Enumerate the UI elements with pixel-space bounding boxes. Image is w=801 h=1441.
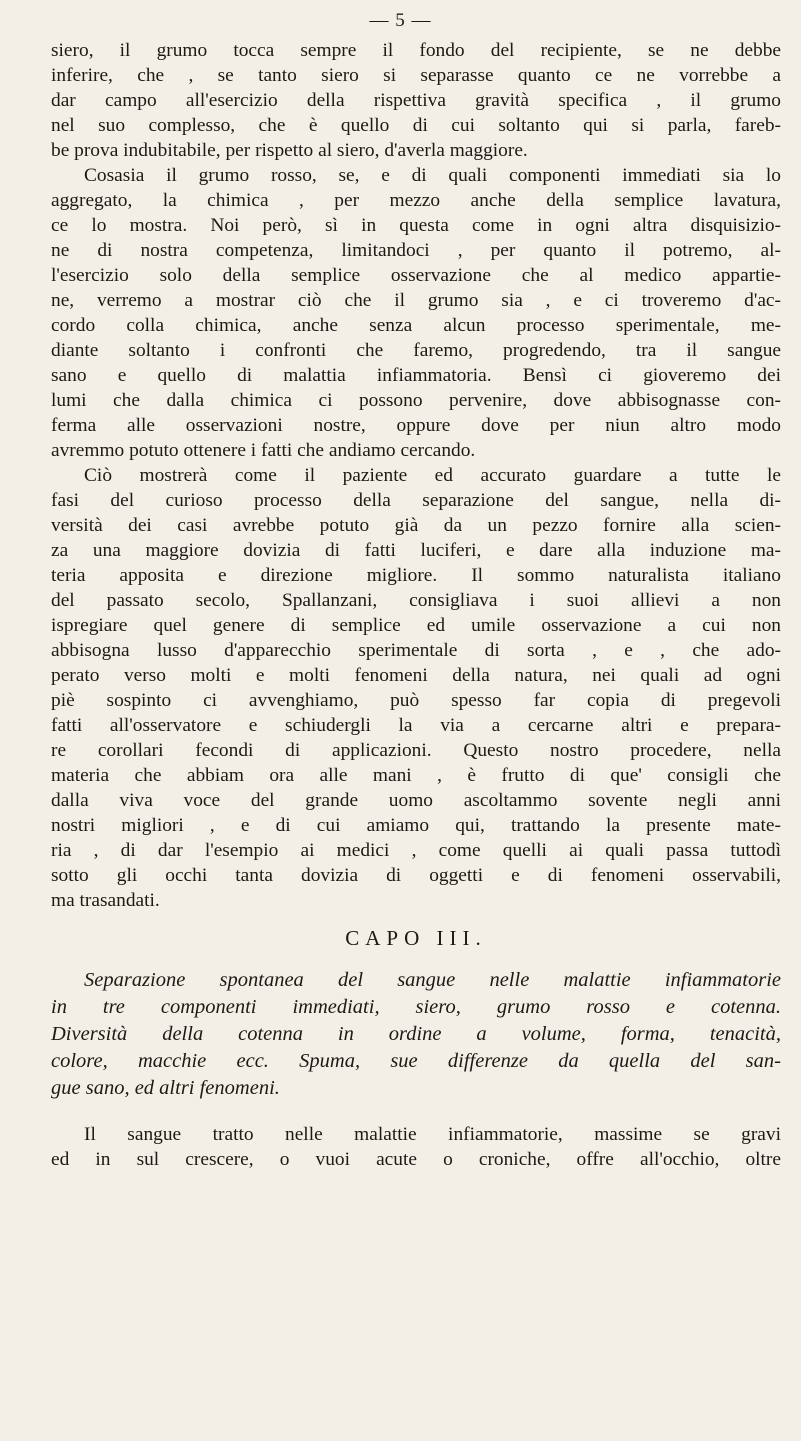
summary-line: in tre componenti immediati, siero, grumo rosso e cotenna. xyxy=(51,996,781,1018)
text-line: ferma alle osservazioni nostre, oppure dove per niun altro modo xyxy=(51,415,781,436)
text-line: dalla viva voce del grande uomo ascoltammo sovente negli anni xyxy=(51,790,781,811)
text-line: del passato secolo, Spallanzani, consigliava i suoi allievi a non xyxy=(51,590,781,611)
text-line: nel suo complesso, che è quello di cui soltanto qui si parla, fareb- xyxy=(51,115,781,136)
text-block xyxy=(51,38,781,1172)
text-line: avremmo potuto ottenere i fatti che andiamo cercando. xyxy=(51,440,476,461)
summary-line: colore, macchie ecc. Spuma, sue differenze da quella del san- xyxy=(51,1050,781,1072)
paragraph-1 xyxy=(51,38,781,163)
text-line: teria apposita e direzione migliore. Il sommo naturalista italiano xyxy=(51,565,781,586)
summary-line: Separazione spontanea del sangue nelle malattie infiammatorie xyxy=(84,969,781,991)
text-line: za una maggiore dovizia di fatti luciferi, e dare alla induzione ma- xyxy=(51,540,781,561)
paragraph-4 xyxy=(51,1122,781,1172)
text-line: sotto gli occhi tanta dovizia di oggetti e di fenomeni osservabili, xyxy=(51,865,781,886)
text-line: fatti all'osservatore e schiudergli la via a cercarne altri e prepara- xyxy=(51,715,781,736)
text-line: dar campo all'esercizio della rispettiva gravità specifica , il grumo xyxy=(51,90,781,111)
text-line: Ciò mostrerà come il paziente ed accurato guardare a tutte le xyxy=(84,465,781,486)
chapter-heading: CAPO III. xyxy=(345,926,487,950)
text-line: materia che abbiam ora alle mani , è frutto di que' consigli che xyxy=(51,765,781,786)
text-line: aggregato, la chimica , per mezzo anche della semplice lavatura, xyxy=(51,190,781,211)
text-line: piè sospinto ci avvenghiamo, può spesso far copia di pregevoli xyxy=(51,690,781,711)
text-line: be prova indubitabile, per rispetto al siero, d'averla maggiore. xyxy=(51,140,528,161)
text-line: perato verso molti e molti fenomeni della natura, nei quali ad ogni xyxy=(51,665,781,686)
text-line: abbisogna lusso d'apparecchio sperimentale di sorta , e , che ado- xyxy=(51,640,781,661)
text-line: diante soltanto i confronti che faremo, progredendo, tra il sangue xyxy=(51,340,781,361)
text-line: ne di nostra competenza, limitandoci , per quanto il potremo, al- xyxy=(51,240,781,261)
text-line: ne, verremo a mostrar ciò che il grumo sia , e ci troveremo d'ac- xyxy=(51,290,781,311)
text-line: ispregiare quel genere di semplice ed umile osservazione a cui non xyxy=(51,615,781,636)
text-line: versità dei casi avrebbe potuto già da un pezzo fornire alla scien- xyxy=(51,515,781,536)
text-line: nostri migliori , e di cui amiamo qui, trattando la presente mate- xyxy=(51,815,781,836)
text-line: fasi del curioso processo della separazione del sangue, nella di- xyxy=(51,490,781,511)
text-line: ria , di dar l'esempio ai medici , come quelli ai quali passa tuttodì xyxy=(51,840,781,861)
chapter-summary xyxy=(51,967,781,1102)
text-line: inferire, che , se tanto siero si separasse quanto ce ne vorrebbe a xyxy=(51,65,781,86)
summary-line: gue sano, ed altri fenomeni. xyxy=(51,1077,280,1099)
paragraph-3 xyxy=(51,463,781,913)
text-line: Cosasia il grumo rosso, se, e di quali componenti immediati sia lo xyxy=(84,165,781,186)
text-line: siero, il grumo tocca sempre il fondo del recipiente, se ne debbe xyxy=(51,40,781,61)
text-line: ed in sul crescere, o vuoi acute o croniche, offre all'occhio, oltre xyxy=(51,1149,781,1170)
text-line: ce lo mostra. Noi però, sì in questa come in ogni altra disquisizio- xyxy=(51,215,781,236)
text-line: sano e quello di malattia infiammatoria. Bensì ci gioveremo dei xyxy=(51,365,781,386)
text-line: re corollari fecondi di applicazioni. Questo nostro procedere, nella xyxy=(51,740,781,761)
text-line: ma trasandati. xyxy=(51,890,160,911)
text-line: lumi che dalla chimica ci possono pervenire, dove abbisognasse con- xyxy=(51,390,781,411)
spacer xyxy=(51,1102,781,1122)
text-line: Il sangue tratto nelle malattie infiammatorie, massime se gravi xyxy=(84,1124,781,1145)
text-line: l'esercizio solo della semplice osservazione che al medico appartie- xyxy=(51,265,781,286)
paragraph-2 xyxy=(51,163,781,463)
page-number: — 5 — xyxy=(369,10,432,31)
text-line: cordo colla chimica, anche senza alcun processo sperimentale, me- xyxy=(51,315,781,336)
summary-line: Diversità della cotenna in ordine a volume, forma, tenacità, xyxy=(51,1023,781,1045)
